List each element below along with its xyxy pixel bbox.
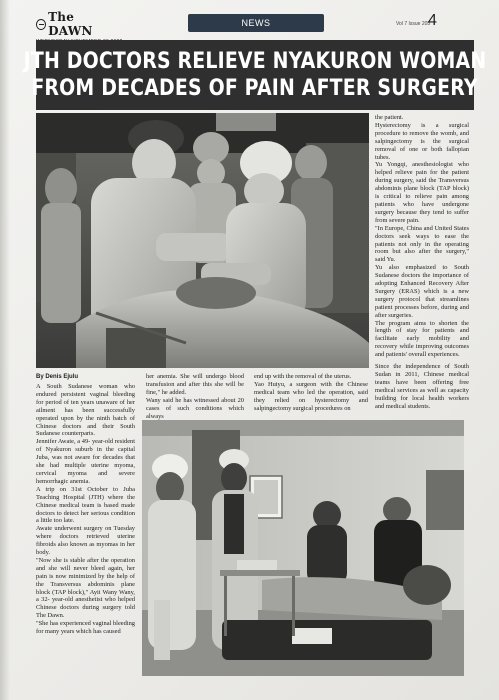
article-column-2 (146, 373, 244, 420)
paragraph: Wany said he has witnessed about 20 cases of such conditions which always (146, 396, 244, 420)
globe-icon (36, 19, 46, 30)
ward-photo (142, 420, 464, 676)
paragraph: Yu also emphasized to South Sudanese doctors the importance of adopting Enhanced Recovery After Surgery (ERAS) which is a new surgery protocol that streamlines patient processes before, during and after surgeries. (375, 264, 469, 319)
paragraph: Yu Yongqi, anesthesiologist who helped relieve pain for the patient during surgery, said the Transversus abdominis plane block (TAP block) is critical to relieve pain among patients who have undergone surgery because they tend to suffer from severe pain. (375, 161, 469, 224)
paragraph: A trip on 31st October to Juba Teaching Hospital (JTH) where the Chinese medical team is based made doctors to detect her serious condition a little too late. (36, 485, 135, 525)
paragraph: Since the independence of South Sudan in 2011, Chinese medical teams have been offering free medical services as well as capacity building for local health workers and medical students. (375, 363, 469, 410)
paragraph: "Now she is stable after the operation and she will never bleed again, her pain is now minimized by the help of the Transversus abdominis plane block (TAP block)," Ayii Wany Wany, a 32- year-old anesthetist who helped Chinese doctors during surgery told The Dawn. (36, 556, 135, 620)
newspaper-logo (36, 10, 116, 38)
article-column-3 (254, 373, 368, 413)
paragraph: Hysterectomy is a surgical procedure to remove the womb, and salpingectomy is the surgical removal of one or both fallopian tubes. (375, 121, 469, 161)
article-column-1 (36, 383, 135, 636)
paragraph: Yao Huiyu, a surgeon with the Chinese medical team who led the operation, said they relied on hysterectomy and salpingectomy surgical procedures on (254, 380, 368, 412)
surgery-photo (36, 113, 369, 368)
article-column-4 (375, 114, 469, 411)
paragraph: Awate underwent surgery on Tuesday where doctors retrieved uterine fibroids also known as myomas in her body. (36, 525, 135, 557)
paragraph: A South Sudanese woman who endured persistent vaginal bleeding for period of ten years unaware of her ailment has been successfully operated upon by the ninth batch of Chinese doctors and their South Sudanese counterparts. (36, 383, 135, 438)
paragraph: her anemia. She will undergo blood transfusion and after this she will be fine," he added. (146, 373, 244, 396)
paragraph: the patient. (375, 114, 404, 121)
logo-text: The DAWN (48, 10, 93, 38)
page-fold-shadow (0, 0, 10, 700)
paragraph: The program aims to shorten the length of stay for patients and facilitate early mobility and recovery while improving outcomes and patients' overall experiences. (375, 319, 469, 359)
byline: By Denis Ejulu (36, 374, 79, 380)
page-number: 4 (428, 12, 437, 29)
issue-number: Vol 7 Issue 205 (396, 21, 431, 27)
paragraph: Jennifer Awate, a 49- year-old resident of Nyakuron suburb in the capital Juba, was not aware for decades that she had multiple uterine myoma, cervical myoma and severe hemorrhagic anemia. (36, 438, 135, 485)
headline (23, 40, 487, 110)
paragraph: "In Europe, China and United States doctors seek ways to ease the patients not only in the operating room but also after the surgery," said Yu. (375, 224, 469, 264)
masthead (36, 10, 116, 36)
paragraph: end up with the removal of the uterus. (254, 373, 352, 380)
headline-line-1: JTH DOCTORS RELIEVE NYAKURON WOMAN (23, 49, 487, 74)
section-label: NEWS (188, 14, 324, 32)
headline-line-2: FROM DECADES OF PAIN AFTER SURGERY (31, 76, 479, 101)
paragraph: "She has experienced vaginal bleeding for many years which has caused (36, 620, 135, 636)
